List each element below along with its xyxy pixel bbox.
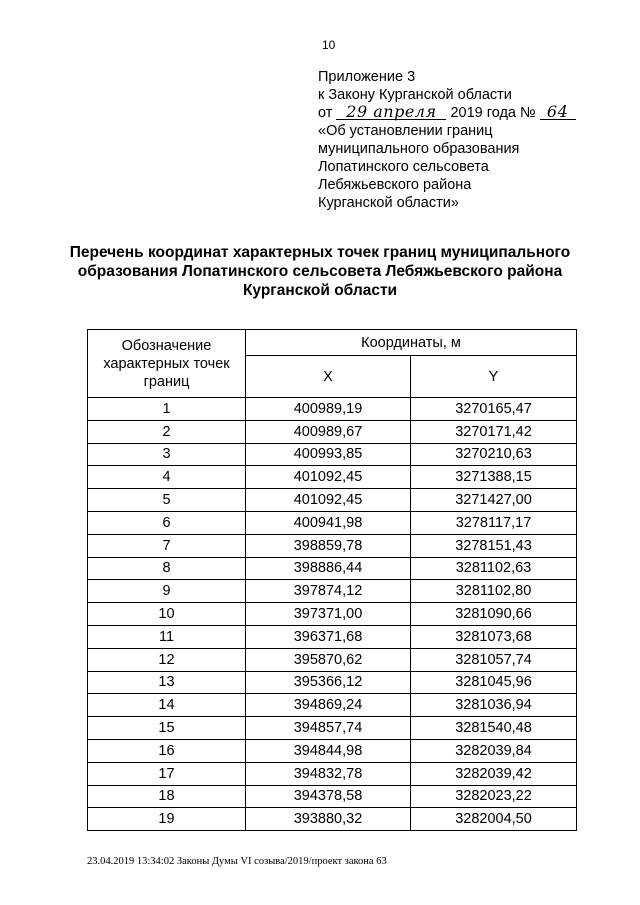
appendix-title: Приложение 3: [318, 69, 416, 85]
coordinates-table: [87, 329, 577, 831]
table-row: [88, 808, 577, 831]
handwritten-number: 64: [540, 105, 576, 120]
table-row: [88, 603, 577, 626]
table-body: [88, 398, 577, 831]
y-coordinate-cell: 3281102,63: [411, 557, 577, 580]
x-coordinate-cell: 394844,98: [246, 739, 411, 762]
table-row: [88, 534, 577, 557]
x-coordinate-cell: 400989,19: [246, 398, 411, 421]
footer-path: 23.04.2019 13:34:02 Законы Думы VI созыва/2019/проект закона 63: [87, 856, 387, 867]
table-row: [88, 671, 577, 694]
x-coordinate-cell: 401092,45: [246, 489, 411, 512]
appendix-header: [318, 68, 576, 212]
header-line: характерных точек: [103, 355, 230, 372]
y-coordinate-cell: 3281045,96: [411, 671, 577, 694]
y-coordinate-cell: 3278117,17: [411, 511, 577, 534]
x-coordinate-cell: 395366,12: [246, 671, 411, 694]
y-coordinate-cell: 3271388,15: [411, 466, 577, 489]
document-title: [60, 243, 580, 300]
appendix-law-ref: к Закону Курганской области: [318, 87, 512, 103]
coordinates-header: Координаты, м: [246, 330, 577, 356]
y-coordinate-cell: 3282039,84: [411, 739, 577, 762]
table-row: [88, 443, 577, 466]
y-coordinate-cell: 3282004,50: [411, 808, 577, 831]
point-id-cell: 15: [88, 717, 246, 740]
point-id-cell: 8: [88, 557, 246, 580]
appendix-subject-1: «Об установлении границ: [318, 123, 493, 139]
page-number: 10: [322, 38, 336, 52]
table-row: [88, 762, 577, 785]
point-id-cell: 13: [88, 671, 246, 694]
y-coordinate-cell: 3281540,48: [411, 717, 577, 740]
y-coordinate-cell: 3270171,42: [411, 420, 577, 443]
title-line-2: образования Лопатинского сельсовета Лебяжьевского района: [77, 263, 563, 280]
table-row: [88, 648, 577, 671]
x-coordinate-cell: 394869,24: [246, 694, 411, 717]
handwritten-date: 29 апреля: [336, 105, 446, 120]
x-coordinate-cell: 400989,67: [246, 420, 411, 443]
y-coordinate-cell: 3281102,80: [411, 580, 577, 603]
x-coordinate-cell: 393880,32: [246, 808, 411, 831]
x-coordinate-cell: 397371,00: [246, 603, 411, 626]
table-row: [88, 398, 577, 421]
table-row: [88, 694, 577, 717]
y-coordinate-cell: 3270210,63: [411, 443, 577, 466]
appendix-subject-2: муниципального образования: [318, 141, 520, 157]
table-row: [88, 557, 577, 580]
table-row: [88, 489, 577, 512]
point-id-cell: 4: [88, 466, 246, 489]
point-id-cell: 9: [88, 580, 246, 603]
title-line-1: Перечень координат характерных точек границ муниципального: [69, 244, 571, 261]
table-row: [88, 717, 577, 740]
point-id-cell: 18: [88, 785, 246, 808]
table-row: [88, 739, 577, 762]
y-coordinate-cell: 3281036,94: [411, 694, 577, 717]
x-header: X: [246, 356, 411, 398]
x-coordinate-cell: 400941,98: [246, 511, 411, 534]
x-coordinate-cell: 394857,74: [246, 717, 411, 740]
point-designation-header: [88, 330, 246, 398]
appendix-subject-3: Лопатинского сельсовета: [318, 159, 489, 175]
table-row: [88, 580, 577, 603]
x-coordinate-cell: 394378,58: [246, 785, 411, 808]
appendix-date-line: [318, 104, 576, 122]
point-id-cell: 2: [88, 420, 246, 443]
x-coordinate-cell: 396371,68: [246, 625, 411, 648]
header-line: Обозначение: [121, 337, 212, 354]
point-id-cell: 11: [88, 625, 246, 648]
point-id-cell: 19: [88, 808, 246, 831]
y-coordinate-cell: 3281090,66: [411, 603, 577, 626]
year-text: 2019 года №: [450, 105, 536, 121]
appendix-subject-5: Курганской области»: [318, 195, 459, 211]
y-coordinate-cell: 3278151,43: [411, 534, 577, 557]
point-id-cell: 5: [88, 489, 246, 512]
header-line: границ: [143, 373, 190, 390]
point-id-cell: 12: [88, 648, 246, 671]
y-coordinate-cell: 3282023,22: [411, 785, 577, 808]
point-id-cell: 17: [88, 762, 246, 785]
point-id-cell: 14: [88, 694, 246, 717]
y-coordinate-cell: 3270165,47: [411, 398, 577, 421]
y-coordinate-cell: 3271427,00: [411, 489, 577, 512]
point-id-cell: 10: [88, 603, 246, 626]
from-label: от: [318, 105, 333, 121]
x-coordinate-cell: 400993,85: [246, 443, 411, 466]
y-coordinate-cell: 3282039,42: [411, 762, 577, 785]
table-header-row: [88, 330, 577, 356]
table-row: [88, 625, 577, 648]
x-coordinate-cell: 397874,12: [246, 580, 411, 603]
x-coordinate-cell: 394832,78: [246, 762, 411, 785]
point-id-cell: 16: [88, 739, 246, 762]
y-coordinate-cell: 3281073,68: [411, 625, 577, 648]
y-header: Y: [411, 356, 577, 398]
point-id-cell: 6: [88, 511, 246, 534]
x-coordinate-cell: 398859,78: [246, 534, 411, 557]
x-coordinate-cell: 401092,45: [246, 466, 411, 489]
point-id-cell: 7: [88, 534, 246, 557]
table-row: [88, 785, 577, 808]
x-coordinate-cell: 395870,62: [246, 648, 411, 671]
y-coordinate-cell: 3281057,74: [411, 648, 577, 671]
appendix-subject-4: Лебяжьевского района: [318, 177, 472, 193]
title-line-3: Курганской области: [242, 282, 398, 299]
table-row: [88, 466, 577, 489]
table-row: [88, 511, 577, 534]
point-id-cell: 1: [88, 398, 246, 421]
table-row: [88, 420, 577, 443]
x-coordinate-cell: 398886,44: [246, 557, 411, 580]
point-id-cell: 3: [88, 443, 246, 466]
